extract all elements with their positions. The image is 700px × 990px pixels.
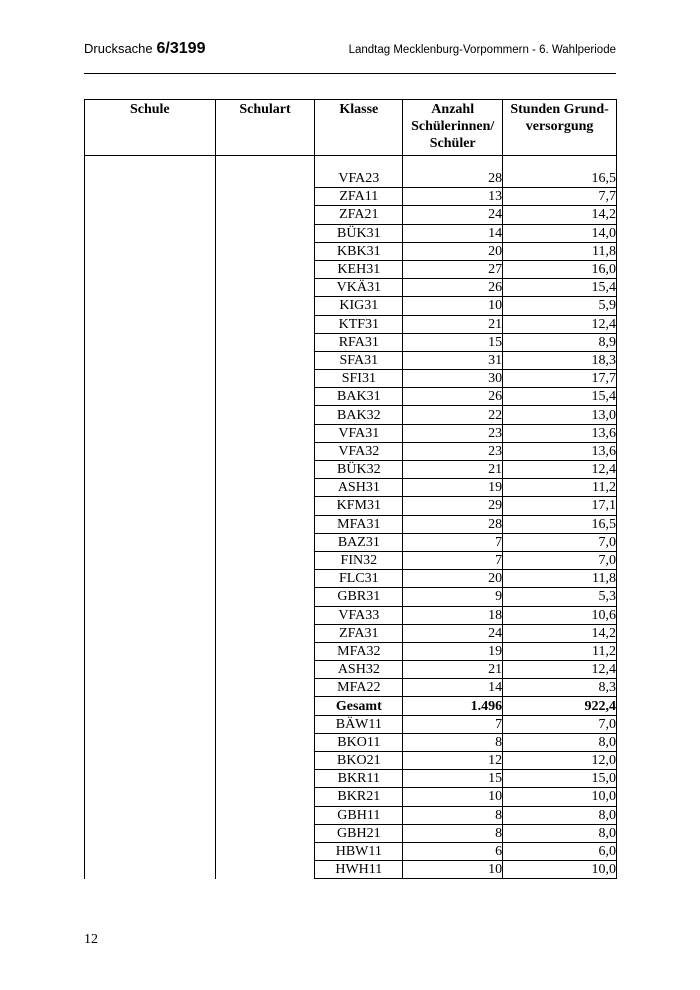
klasse-cell: ZFA21: [315, 206, 403, 224]
table-spacer-row: [85, 156, 617, 171]
anzahl-cell: 9: [403, 588, 503, 606]
klasse-cell: SFI31: [315, 370, 403, 388]
anzahl-cell: 27: [403, 260, 503, 278]
stunden-cell: 7,7: [503, 188, 617, 206]
stunden-cell: 5,9: [503, 297, 617, 315]
anzahl-cell: 6: [403, 842, 503, 860]
stunden-cell: 12,0: [503, 752, 617, 770]
klasse-cell: HWH11: [315, 861, 403, 879]
anzahl-cell: 20: [403, 242, 503, 260]
stunden-cell: 10,0: [503, 788, 617, 806]
document-type: Drucksache: [84, 41, 153, 56]
anzahl-cell: 18: [403, 606, 503, 624]
stunden-cell: 11,2: [503, 642, 617, 660]
anzahl-cell: 22: [403, 406, 503, 424]
klasse-cell: BKR21: [315, 788, 403, 806]
stunden-cell: 8,0: [503, 806, 617, 824]
klasse-cell: BAK31: [315, 388, 403, 406]
stunden-cell: 18,3: [503, 351, 617, 369]
klasse-cell: MFA22: [315, 679, 403, 697]
stunden-cell: 8,9: [503, 333, 617, 351]
klasse-cell: KEH31: [315, 260, 403, 278]
stunden-cell: 12,4: [503, 661, 617, 679]
stunden-cell: 8,0: [503, 733, 617, 751]
anzahl-cell: 10: [403, 788, 503, 806]
stunden-cell: 13,6: [503, 442, 617, 460]
stunden-cell: 16,0: [503, 260, 617, 278]
klasse-cell: GBH11: [315, 806, 403, 824]
anzahl-cell: 15: [403, 333, 503, 351]
header-divider: [84, 73, 616, 74]
anzahl-cell: 21: [403, 661, 503, 679]
anzahl-cell: 10: [403, 861, 503, 879]
column-header-stunden: Stunden Grund-versorgung: [503, 100, 617, 156]
parliament-period: Landtag Mecklenburg-Vorpommern - 6. Wahlperiode: [348, 44, 616, 56]
anzahl-cell: 13: [403, 188, 503, 206]
klasse-cell: ZFA11: [315, 188, 403, 206]
document-number: 6/3199: [156, 40, 206, 57]
klasse-cell: BÜK32: [315, 461, 403, 479]
schule-cell: [85, 156, 216, 879]
klasse-cell: KTF31: [315, 315, 403, 333]
stunden-cell: 13,6: [503, 424, 617, 442]
klasse-cell: VFA33: [315, 606, 403, 624]
anzahl-cell: 14: [403, 679, 503, 697]
klasse-cell: FLC31: [315, 570, 403, 588]
anzahl-cell: 24: [403, 624, 503, 642]
stunden-cell: 7,0: [503, 533, 617, 551]
schulart-cell: [215, 156, 315, 879]
klasse-cell: ASH32: [315, 661, 403, 679]
anzahl-cell: 19: [403, 479, 503, 497]
klasse-cell: MFA32: [315, 642, 403, 660]
stunden-cell: 16,5: [503, 515, 617, 533]
stunden-cell: 15,4: [503, 388, 617, 406]
stunden-cell: 12,4: [503, 461, 617, 479]
stunden-cell: 16,5: [503, 170, 617, 188]
stunden-cell: 14,2: [503, 624, 617, 642]
anzahl-cell: 21: [403, 461, 503, 479]
klasse-cell: BÄW11: [315, 715, 403, 733]
stunden-cell: 7,0: [503, 715, 617, 733]
klasse-cell: ASH31: [315, 479, 403, 497]
anzahl-cell: 14: [403, 224, 503, 242]
stunden-cell: 922,4: [503, 697, 617, 715]
school-classes-table: [84, 99, 617, 879]
document-reference: [84, 40, 205, 58]
klasse-cell: VKÄ31: [315, 279, 403, 297]
klasse-cell: BAK32: [315, 406, 403, 424]
anzahl-cell: 24: [403, 206, 503, 224]
stunden-cell: 14,2: [503, 206, 617, 224]
stunden-cell: 7,0: [503, 551, 617, 569]
anzahl-cell: 23: [403, 424, 503, 442]
klasse-cell: GBH21: [315, 824, 403, 842]
column-header-anzahl: Anzahl Schülerinnen/ Schüler: [403, 100, 503, 156]
anzahl-cell: 8: [403, 806, 503, 824]
stunden-cell: 13,0: [503, 406, 617, 424]
klasse-cell: VFA32: [315, 442, 403, 460]
stunden-cell: 12,4: [503, 315, 617, 333]
anzahl-cell: 12: [403, 752, 503, 770]
stunden-cell: 8,3: [503, 679, 617, 697]
anzahl-cell: 23: [403, 442, 503, 460]
stunden-cell: 11,2: [503, 479, 617, 497]
klasse-cell: KIG31: [315, 297, 403, 315]
anzahl-cell: 20: [403, 570, 503, 588]
klasse-cell: ZFA31: [315, 624, 403, 642]
stunden-cell: 15,0: [503, 770, 617, 788]
anzahl-cell: 7: [403, 715, 503, 733]
stunden-cell: 8,0: [503, 824, 617, 842]
stunden-cell: 14,0: [503, 224, 617, 242]
anzahl-cell: 7: [403, 551, 503, 569]
anzahl-cell: 26: [403, 388, 503, 406]
anzahl-cell: 10: [403, 297, 503, 315]
stunden-cell: 6,0: [503, 842, 617, 860]
klasse-cell: Gesamt: [315, 697, 403, 715]
klasse-cell: BKR11: [315, 770, 403, 788]
table-header-row: [85, 100, 617, 156]
table-body: [85, 156, 617, 879]
anzahl-cell: 29: [403, 497, 503, 515]
klasse-cell: HBW11: [315, 842, 403, 860]
column-header-klasse: Klasse: [315, 100, 403, 156]
stunden-cell: 10,6: [503, 606, 617, 624]
klasse-cell: BKO11: [315, 733, 403, 751]
anzahl-cell: 21: [403, 315, 503, 333]
anzahl-cell: 15: [403, 770, 503, 788]
anzahl-cell: 7: [403, 533, 503, 551]
stunden-cell: 5,3: [503, 588, 617, 606]
klasse-cell: RFA31: [315, 333, 403, 351]
klasse-cell: MFA31: [315, 515, 403, 533]
anzahl-cell: 8: [403, 733, 503, 751]
klasse-cell: BÜK31: [315, 224, 403, 242]
column-header-schulart: Schulart: [215, 100, 315, 156]
anzahl-cell: 31: [403, 351, 503, 369]
stunden-cell: 17,1: [503, 497, 617, 515]
anzahl-cell: 1.496: [403, 697, 503, 715]
stunden-cell: 15,4: [503, 279, 617, 297]
stunden-cell: 11,8: [503, 570, 617, 588]
klasse-cell: KFM31: [315, 497, 403, 515]
page-number: 12: [84, 932, 98, 947]
anzahl-cell: 19: [403, 642, 503, 660]
stunden-cell: 10,0: [503, 861, 617, 879]
stunden-cell: 17,7: [503, 370, 617, 388]
anzahl-cell: 30: [403, 370, 503, 388]
anzahl-cell: 28: [403, 515, 503, 533]
klasse-cell: VFA31: [315, 424, 403, 442]
klasse-cell: BAZ31: [315, 533, 403, 551]
klasse-cell: FIN32: [315, 551, 403, 569]
anzahl-cell: 26: [403, 279, 503, 297]
klasse-cell: VFA23: [315, 170, 403, 188]
anzahl-cell: 28: [403, 170, 503, 188]
klasse-cell: SFA31: [315, 351, 403, 369]
klasse-cell: BKO21: [315, 752, 403, 770]
klasse-cell: GBR31: [315, 588, 403, 606]
stunden-cell: 11,8: [503, 242, 617, 260]
column-header-schule: Schule: [85, 100, 216, 156]
klasse-cell: KBK31: [315, 242, 403, 260]
anzahl-cell: 8: [403, 824, 503, 842]
